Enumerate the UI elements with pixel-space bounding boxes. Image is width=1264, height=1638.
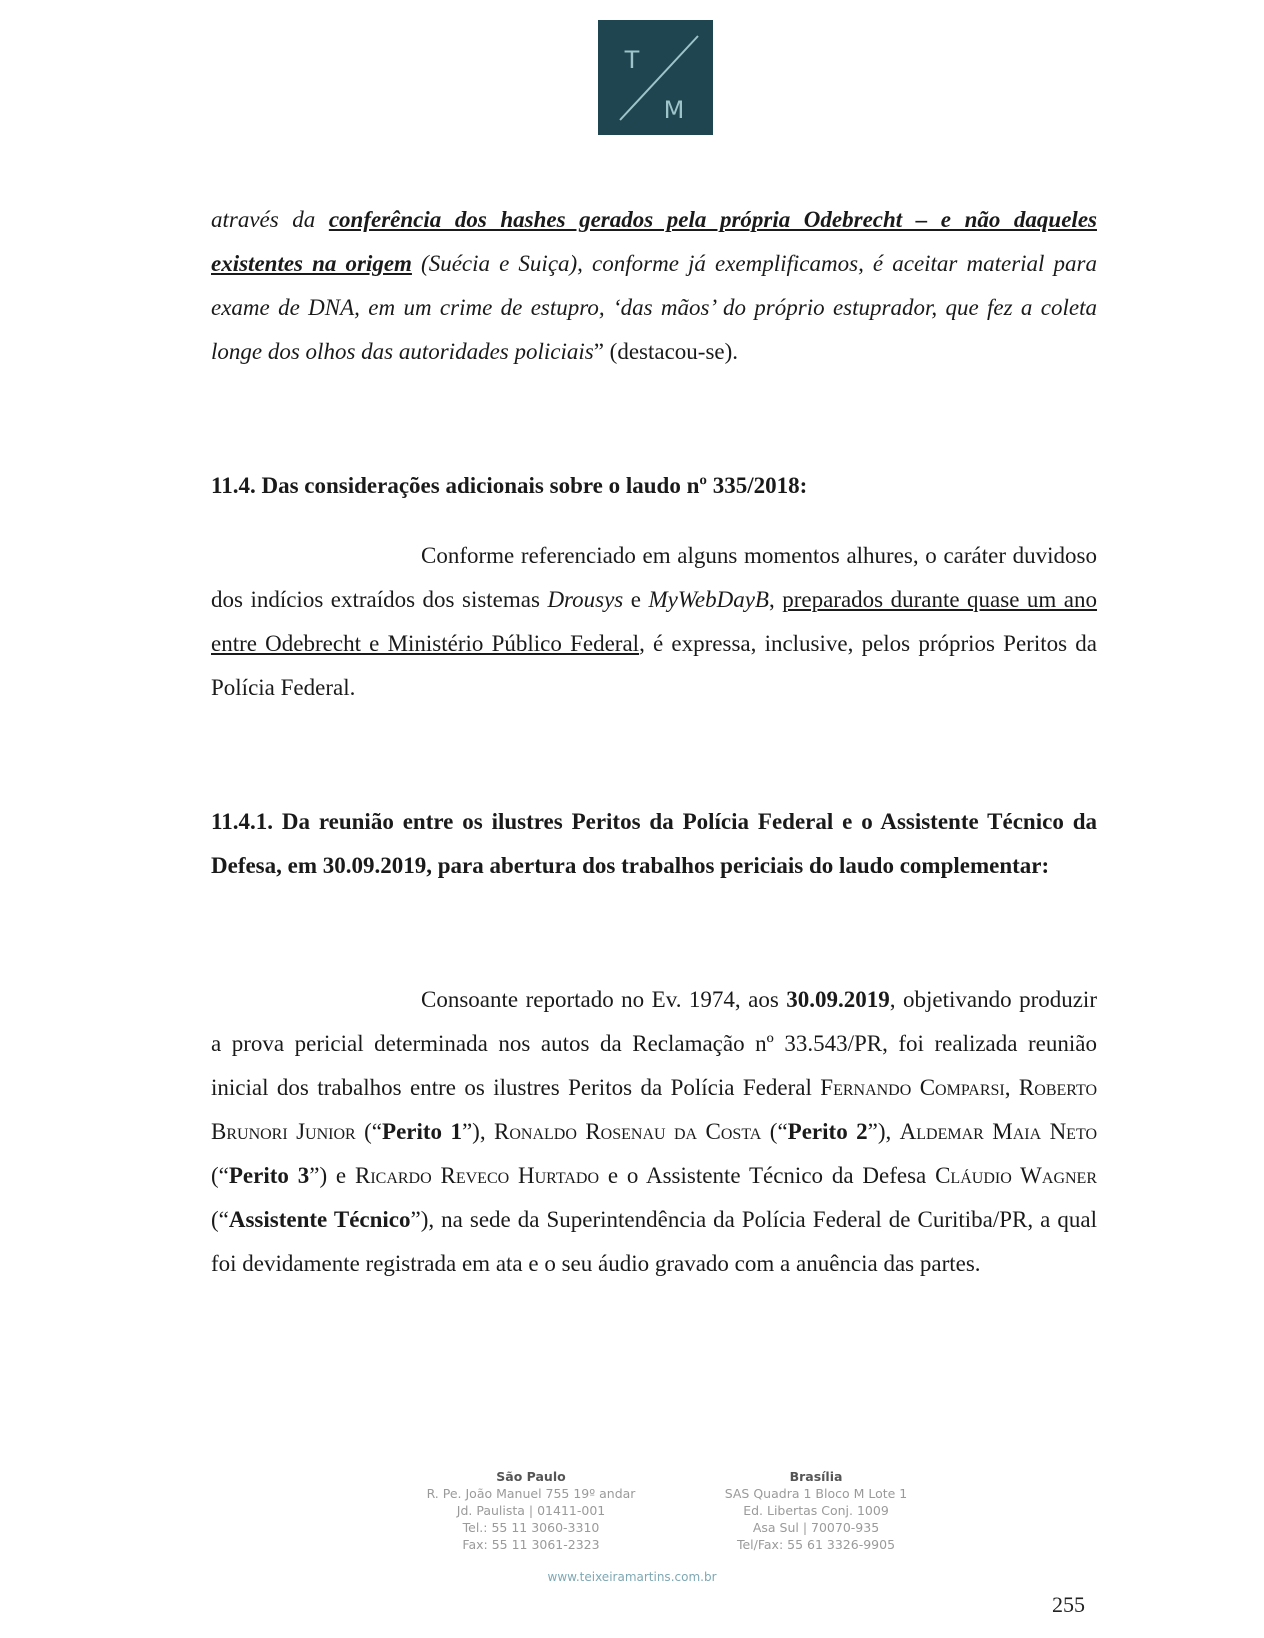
footer-line: Tel.: 55 11 3060-3310 [462, 1520, 600, 1535]
role-label: Perito 3 [228, 1163, 310, 1188]
paragraph-11-4-1 [211, 978, 1097, 1286]
para-text: , é expressa, inclusive, pelos próprios Peritos da Polícia Federal. [211, 631, 1097, 700]
meeting-date: 30.09.2019 [786, 987, 890, 1012]
footer-city: São Paulo [496, 1469, 566, 1484]
footer-line: R. Pe. João Manuel 755 19º andar [426, 1486, 636, 1501]
footer-website-link[interactable]: www.teixeiramartins.com.br [547, 1570, 717, 1584]
quote-emphasis: conferência dos hashes gerados pela própria Odebrecht – e não daqueles existentes na origem [211, 207, 1097, 276]
para-text: ”), na sede da Superintendência da Polícia Federal de Curitiba/PR, a qual foi devidamente registrada em ata e o seu áudio gravado com a anuência das partes. [211, 1207, 1097, 1276]
logo-letter-m: M [663, 96, 685, 124]
firm-logo [598, 20, 713, 135]
para-text: (“ [211, 1207, 229, 1232]
para-text: (“ [761, 1119, 788, 1144]
person-name: Ricardo Reveco Hurtado [354, 1163, 600, 1188]
para-text: (“ [211, 1163, 229, 1188]
para-text: , [1004, 1075, 1019, 1100]
person-name: Roberto Brunori Junior [211, 1075, 1098, 1144]
quote-text-body: (Suécia e Suiça), conforme já exemplificamos, é aceitar material para exame de DNA, em um crime de estupro, ‘das mãos’ do próprio estuprador, que fez a coleta longe dos olhos das autoridades policiais [211, 251, 1097, 364]
footer-address-sao-paulo [391, 1468, 671, 1553]
para-text: ”), [867, 1119, 900, 1144]
system-name-mywebdayb: MyWebDayB [648, 587, 769, 612]
para-text: Consoante reportado no Ev. 1974, aos [421, 987, 787, 1012]
footer-city: Brasília [789, 1469, 843, 1484]
section-heading-11-4-1: 11.4.1. Da reunião entre os ilustres Peritos da Polícia Federal e o Assistente Técnico da Defesa, em 30.09.2019, para abertura dos trabalhos periciais do laudo complementar: [211, 809, 1097, 878]
para-text: Conforme referenciado em alguns momentos alhures, o caráter duvidoso dos indícios extraídos dos sistemas [211, 543, 1097, 612]
para-text: (“ [355, 1119, 383, 1144]
quote-attribution: ” (destacou-se). [593, 339, 739, 364]
role-label: Perito 2 [787, 1119, 868, 1144]
person-name: Aldemar Maia Neto [899, 1119, 1097, 1144]
footer-line: Ed. Libertas Conj. 1009 [743, 1503, 889, 1518]
footer-line: SAS Quadra 1 Bloco M Lote 1 [724, 1486, 908, 1501]
person-name: Cláudio Wagner [935, 1163, 1097, 1188]
para-text: e [623, 587, 649, 612]
footer-address-brasilia [676, 1468, 956, 1553]
underlined-phrase: preparados durante quase um ano entre Odebrecht e Ministério Público Federal [211, 587, 1098, 656]
person-name: Ronaldo Rosenau da Costa [494, 1119, 762, 1144]
para-text: ”), [461, 1119, 495, 1144]
tm-monogram-icon [598, 20, 713, 135]
quote-continuation [211, 198, 1097, 374]
person-name: Fernando Comparsi [820, 1075, 1005, 1100]
section-heading-11-4: 11.4. Das considerações adicionais sobre o laudo nº 335/2018: [211, 473, 808, 498]
logo-letter-t: T [624, 46, 640, 74]
para-text: ”) e [309, 1163, 355, 1188]
paragraph-11-4 [211, 534, 1097, 710]
role-label: Assistente Técnico [228, 1207, 411, 1232]
para-text: , objetivando produzir a prova pericial determinada nos autos da Reclamação nº 33.543/PR, foi realizada reunião inicial dos trabalhos entre os ilustres Peritos da Polícia Federal [211, 987, 1097, 1100]
footer-line: Tel/Fax: 55 61 3326-9905 [736, 1537, 896, 1552]
footer-line: Fax: 55 11 3061-2323 [462, 1537, 600, 1552]
role-label: Perito 1 [382, 1119, 462, 1144]
system-name-drousys: Drousys [547, 587, 624, 612]
para-text: e o Assistente Técnico da Defesa [599, 1163, 936, 1188]
para-text: , [768, 587, 783, 612]
quote-text-start: através da [211, 207, 329, 232]
footer-line: Asa Sul | 70070-935 [752, 1520, 880, 1535]
footer-line: Jd. Paulista | 01411-001 [456, 1503, 606, 1518]
page-number: 255 [1052, 1592, 1085, 1617]
